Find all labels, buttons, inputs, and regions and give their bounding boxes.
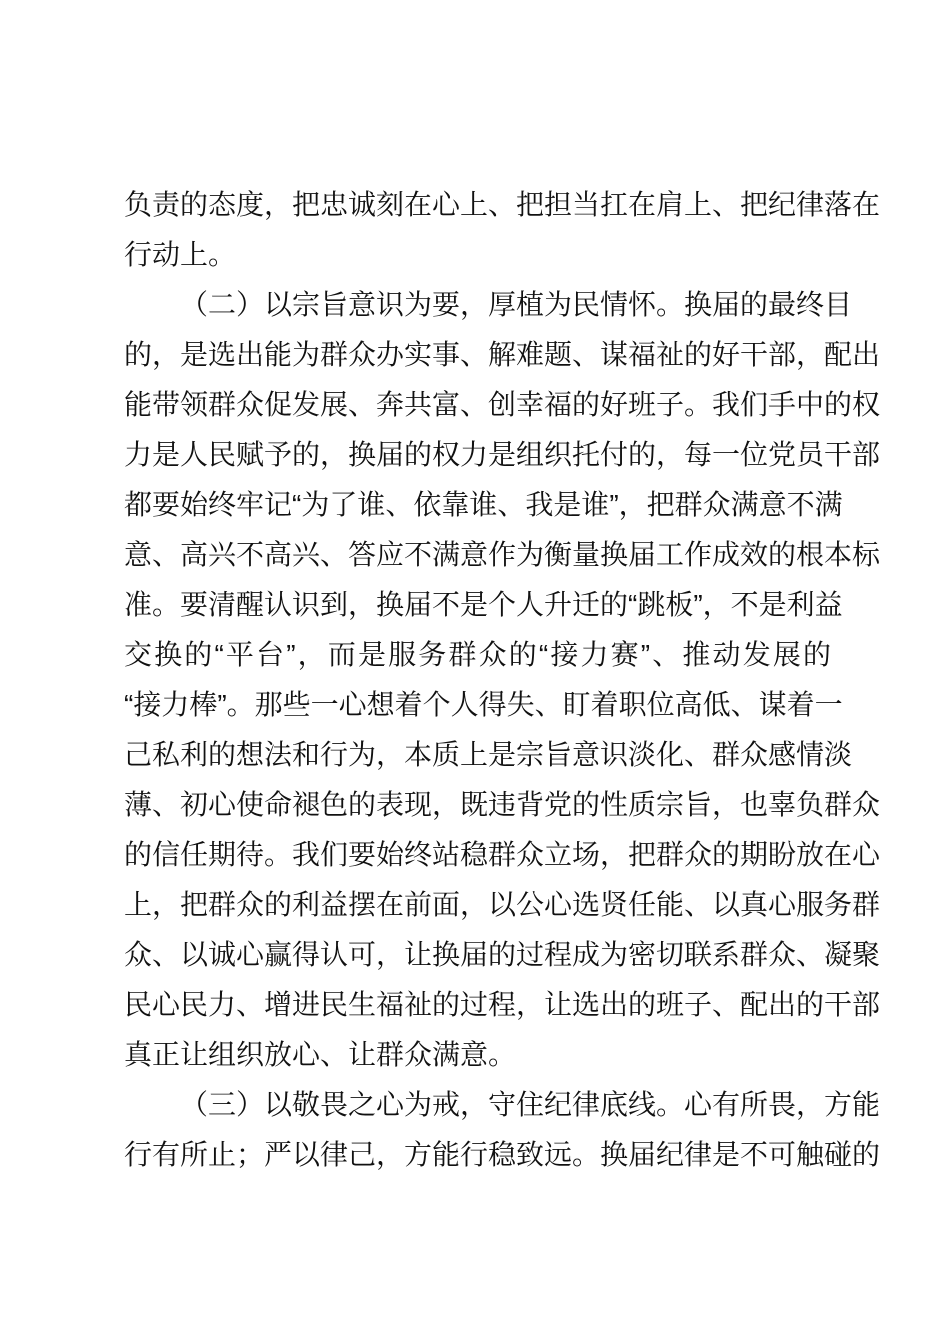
text-line: 薄、初心使命褪色的表现，既违背党的性质宗旨，也辜负群众: [124, 789, 881, 820]
text-line: 真正让组织放心、让群众满意。: [124, 1039, 517, 1070]
text-line: 行动上。: [124, 239, 237, 270]
text-line: 能带领群众促发展、奔共富、创幸福的好班子。我们手中的权: [124, 389, 881, 420]
text-line: 负责的态度，把忠诚刻在心上、把担当扛在肩上、把纪律落在: [124, 189, 881, 220]
text-line: 力是人民赋予的，换届的权力是组织托付的，每一位党员干部: [124, 439, 881, 470]
section-heading-line: （二）以宗旨意识为要，厚植为民情怀。换届的最终目: [180, 289, 853, 320]
text-line: 意、高兴不高兴、答应不满意作为衡量换届工作成效的根本标: [124, 539, 881, 570]
text-line: 行有所止；严以律己，方能行稳致远。换届纪律是不可触碰的: [124, 1139, 881, 1170]
text-line: 的，是选出能为群众办实事、解难题、谋福祉的好干部，配出: [124, 339, 881, 370]
text-line: 己私利的想法和行为，本质上是宗旨意识淡化、群众感情淡: [124, 739, 853, 770]
document-page: [124, 180, 881, 1180]
text-line: “接力棒”。那些一心想着个人得失、盯着职位高低、谋着一: [124, 689, 843, 720]
text-line: 都要始终牢记“为了谁、依靠谁、我是谁”，把群众满意不满: [124, 489, 843, 520]
text-line: 交换的“平台”，而是服务群众的“接力赛”、推动发展的: [124, 639, 831, 670]
section-heading-line: （三）以敬畏之心为戒，守住纪律底线。心有所畏，方能: [180, 1089, 881, 1120]
text-line: 民心民力、增进民生福祉的过程，让选出的班子、配出的干部: [124, 989, 881, 1020]
text-line: 众、以诚心赢得认可，让换届的过程成为密切联系群众、凝聚: [124, 939, 881, 970]
text-line: 的信任期待。我们要始终站稳群众立场，把群众的期盼放在心: [124, 839, 881, 870]
text-line: 上，把群众的利益摆在前面，以公心选贤任能、以真心服务群: [124, 889, 881, 920]
text-line: 准。要清醒认识到，换届不是个人升迁的“跳板”，不是利益: [124, 589, 843, 620]
